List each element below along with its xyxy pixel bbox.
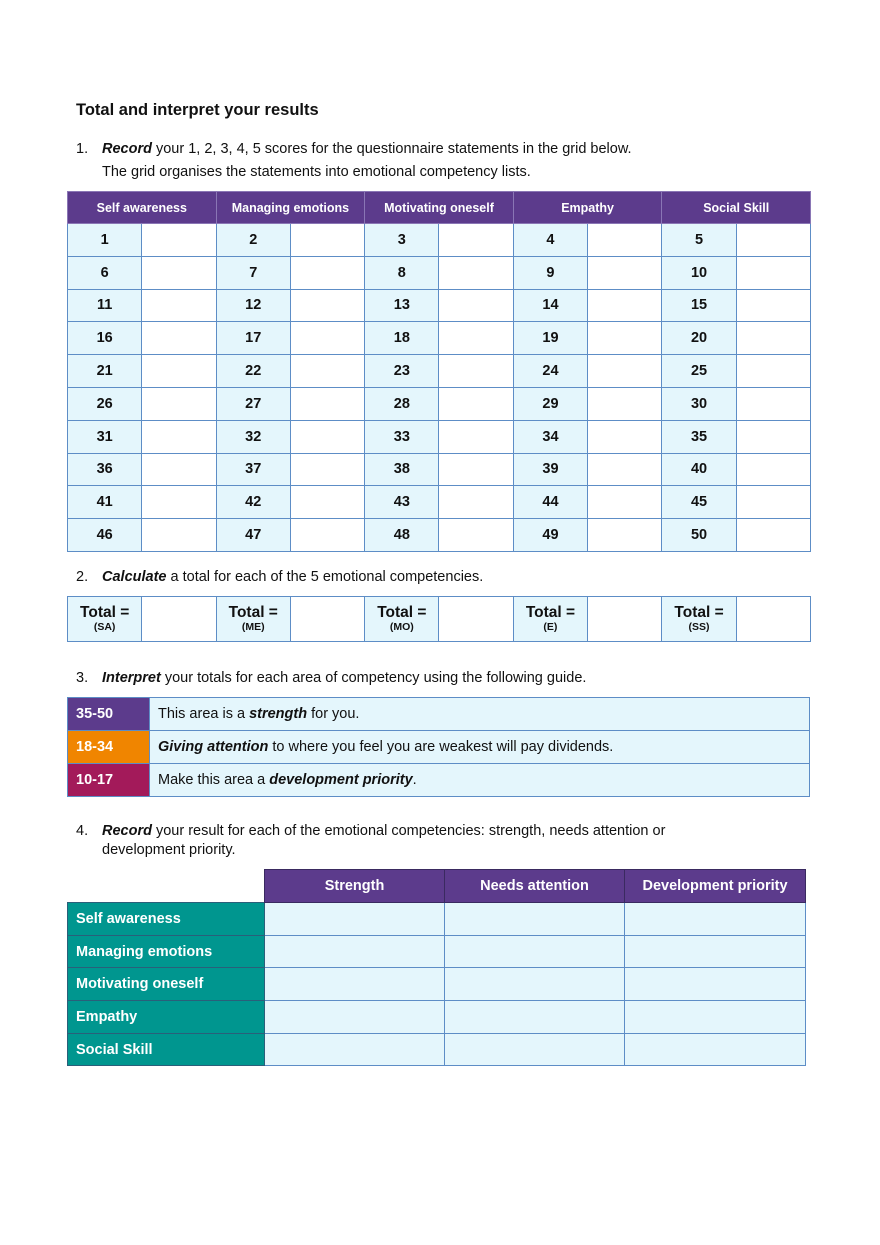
total-abbreviation: (E) [543, 621, 558, 633]
result-input-cell[interactable] [445, 935, 625, 968]
score-input-cell[interactable] [142, 420, 216, 453]
step-verb: Interpret [102, 670, 161, 686]
total-input-cell[interactable] [736, 597, 810, 642]
score-input-cell[interactable] [142, 256, 216, 289]
statement-number: 27 [216, 387, 290, 420]
score-input-cell[interactable] [736, 224, 810, 257]
table-row [68, 1033, 806, 1066]
statement-number: 22 [216, 355, 290, 388]
statement-number: 41 [68, 486, 142, 519]
statement-number: 11 [68, 289, 142, 322]
result-input-cell[interactable] [445, 903, 625, 936]
result-input-cell[interactable] [625, 1033, 806, 1066]
score-input-cell[interactable] [290, 387, 364, 420]
score-input-cell[interactable] [736, 453, 810, 486]
statement-number: 4 [513, 224, 587, 257]
competency-label: Self awareness [68, 903, 265, 936]
score-input-cell[interactable] [439, 420, 513, 453]
column-header: Empathy [513, 192, 662, 224]
score-input-cell[interactable] [439, 322, 513, 355]
total-label-text: Total = [377, 604, 427, 621]
statement-number: 18 [365, 322, 439, 355]
results-table [67, 869, 806, 1066]
statement-number: 25 [662, 355, 736, 388]
result-input-cell[interactable] [625, 1001, 806, 1034]
table-row [68, 519, 811, 552]
statement-number: 21 [68, 355, 142, 388]
score-input-cell[interactable] [588, 519, 662, 552]
total-label [662, 597, 736, 642]
total-abbreviation: (SA) [93, 621, 116, 633]
score-input-cell[interactable] [290, 322, 364, 355]
step-number: 4. [76, 823, 89, 839]
score-input-cell[interactable] [736, 289, 810, 322]
result-column-header: Needs attention [445, 870, 625, 903]
statement-number: 33 [365, 420, 439, 453]
statement-number: 14 [513, 289, 587, 322]
totals-table [67, 596, 811, 642]
statement-number: 6 [68, 256, 142, 289]
statement-number: 10 [662, 256, 736, 289]
total-label [216, 597, 290, 642]
statement-number: 1 [68, 224, 142, 257]
step-verb: Record [102, 141, 152, 157]
step-number: 1. [76, 141, 89, 157]
table-row [68, 387, 811, 420]
total-label [68, 597, 142, 642]
table-row [68, 322, 811, 355]
guide-text: Giving attention [158, 739, 269, 755]
guide-text: Make this area a [158, 772, 270, 788]
result-input-cell[interactable] [265, 935, 445, 968]
score-input-cell[interactable] [588, 387, 662, 420]
guide-text: strength [249, 706, 308, 722]
total-label-text: Total = [228, 604, 278, 621]
score-range: 10-17 [68, 764, 150, 797]
score-input-cell[interactable] [142, 355, 216, 388]
guide-row [68, 698, 810, 731]
statement-number: 12 [216, 289, 290, 322]
score-input-cell[interactable] [439, 519, 513, 552]
total-label-text: Total = [80, 604, 130, 621]
column-header: Social Skill [662, 192, 811, 224]
result-input-cell[interactable] [445, 1033, 625, 1066]
table-row [68, 453, 811, 486]
guide-text: development priority [269, 772, 413, 788]
score-input-cell[interactable] [439, 256, 513, 289]
statement-number: 23 [365, 355, 439, 388]
table-row [68, 289, 811, 322]
statement-number: 35 [662, 420, 736, 453]
statement-number: 24 [513, 355, 587, 388]
guide-text: to where you feel you are weakest will pay dividends. [268, 739, 614, 755]
statement-number: 17 [216, 322, 290, 355]
score-input-cell[interactable] [588, 420, 662, 453]
score-input-cell[interactable] [736, 322, 810, 355]
statement-number: 5 [662, 224, 736, 257]
statement-number: 3 [365, 224, 439, 257]
statement-number: 28 [365, 387, 439, 420]
score-input-cell[interactable] [142, 486, 216, 519]
total-input-cell[interactable] [290, 597, 364, 642]
result-input-cell[interactable] [265, 903, 445, 936]
score-input-cell[interactable] [290, 420, 364, 453]
statement-number: 2 [216, 224, 290, 257]
interpretation-guide [67, 697, 810, 797]
result-column-header: Strength [265, 870, 445, 903]
statement-number: 26 [68, 387, 142, 420]
statement-number: 29 [513, 387, 587, 420]
step-verb: Record [102, 823, 152, 839]
score-input-cell[interactable] [439, 453, 513, 486]
statement-number: 19 [513, 322, 587, 355]
table-row [68, 968, 806, 1001]
table-row [68, 486, 811, 519]
score-input-cell[interactable] [290, 224, 364, 257]
total-label [513, 597, 587, 642]
total-input-cell[interactable] [588, 597, 662, 642]
guide-row [68, 731, 810, 764]
guide-text: for you. [307, 706, 360, 722]
score-input-cell[interactable] [588, 256, 662, 289]
statement-number: 44 [513, 486, 587, 519]
statement-number: 8 [365, 256, 439, 289]
statement-number: 46 [68, 519, 142, 552]
score-input-cell[interactable] [142, 224, 216, 257]
statement-number: 13 [365, 289, 439, 322]
step-number: 3. [76, 670, 89, 686]
result-input-cell[interactable] [265, 1001, 445, 1034]
step-text: a total for each of the 5 emotional competencies. [166, 569, 484, 585]
table-row [68, 935, 806, 968]
score-input-cell[interactable] [736, 355, 810, 388]
total-label-text: Total = [525, 604, 576, 621]
score-input-cell[interactable] [290, 256, 364, 289]
score-input-cell[interactable] [588, 486, 662, 519]
statement-number: 15 [662, 289, 736, 322]
result-column-header: Development priority [625, 870, 806, 903]
column-header: Motivating oneself [365, 192, 514, 224]
step-text-line2: The grid organises the statements into emotional competency lists. [102, 164, 531, 180]
total-abbreviation: (MO) [389, 621, 414, 633]
empty-corner [68, 870, 265, 903]
score-grid [67, 191, 811, 552]
statement-number: 7 [216, 256, 290, 289]
competency-label: Empathy [68, 1001, 265, 1034]
result-input-cell[interactable] [625, 935, 806, 968]
guide-text: This area is a [158, 706, 250, 722]
section-title: Total and interpret your results [76, 101, 319, 119]
table-row [68, 420, 811, 453]
table-row [68, 355, 811, 388]
statement-number: 39 [513, 453, 587, 486]
column-header: Managing emotions [216, 192, 365, 224]
score-input-cell[interactable] [736, 519, 810, 552]
score-input-cell[interactable] [736, 256, 810, 289]
statement-number: 45 [662, 486, 736, 519]
score-input-cell[interactable] [439, 289, 513, 322]
total-input-cell[interactable] [142, 597, 216, 642]
statement-number: 9 [513, 256, 587, 289]
result-input-cell[interactable] [265, 968, 445, 1001]
score-range: 35-50 [68, 698, 150, 731]
result-input-cell[interactable] [445, 968, 625, 1001]
statement-number: 30 [662, 387, 736, 420]
result-input-cell[interactable] [625, 968, 806, 1001]
column-header: Self awareness [68, 192, 217, 224]
statement-number: 42 [216, 486, 290, 519]
score-input-cell[interactable] [290, 519, 364, 552]
statement-number: 38 [365, 453, 439, 486]
score-input-cell[interactable] [588, 355, 662, 388]
statement-number: 32 [216, 420, 290, 453]
score-input-cell[interactable] [290, 486, 364, 519]
score-input-cell[interactable] [588, 289, 662, 322]
competency-label: Social Skill [68, 1033, 265, 1066]
statement-number: 16 [68, 322, 142, 355]
table-row [68, 1001, 806, 1034]
total-abbreviation: (SS) [688, 621, 710, 633]
score-input-cell[interactable] [439, 224, 513, 257]
competency-label: Managing emotions [68, 935, 265, 968]
score-input-cell[interactable] [142, 322, 216, 355]
result-input-cell[interactable] [265, 1033, 445, 1066]
competency-label: Motivating oneself [68, 968, 265, 1001]
table-row [68, 256, 811, 289]
score-input-cell[interactable] [588, 322, 662, 355]
total-label [365, 597, 439, 642]
total-label-text: Total = [674, 604, 724, 621]
statement-number: 50 [662, 519, 736, 552]
total-abbreviation: (ME) [241, 621, 265, 633]
score-input-cell[interactable] [736, 486, 810, 519]
statement-number: 36 [68, 453, 142, 486]
score-input-cell[interactable] [439, 486, 513, 519]
statement-number: 34 [513, 420, 587, 453]
statement-number: 43 [365, 486, 439, 519]
statement-number: 49 [513, 519, 587, 552]
score-input-cell[interactable] [439, 387, 513, 420]
score-input-cell[interactable] [142, 289, 216, 322]
score-input-cell[interactable] [290, 289, 364, 322]
score-input-cell[interactable] [588, 224, 662, 257]
guide-text: . [412, 772, 417, 788]
step-number: 2. [76, 569, 89, 585]
statement-number: 31 [68, 420, 142, 453]
step-text: your result for each of the emotional competencies: strength, needs attention or [151, 823, 666, 839]
statement-number: 37 [216, 453, 290, 486]
score-input-cell[interactable] [439, 355, 513, 388]
guide-row [68, 764, 810, 797]
step-verb: Calculate [102, 569, 167, 585]
table-row [68, 224, 811, 257]
total-input-cell[interactable] [439, 597, 513, 642]
result-input-cell[interactable] [445, 1001, 625, 1034]
statement-number: 20 [662, 322, 736, 355]
score-input-cell[interactable] [736, 420, 810, 453]
score-input-cell[interactable] [142, 453, 216, 486]
statement-number: 47 [216, 519, 290, 552]
table-row [68, 903, 806, 936]
guide-description [150, 698, 810, 731]
result-input-cell[interactable] [625, 903, 806, 936]
step-text: your 1, 2, 3, 4, 5 scores for the questionnaire statements in the grid below. [151, 141, 632, 157]
statement-number: 48 [365, 519, 439, 552]
statement-number: 40 [662, 453, 736, 486]
score-input-cell[interactable] [142, 519, 216, 552]
score-input-cell[interactable] [588, 453, 662, 486]
score-input-cell[interactable] [290, 355, 364, 388]
score-input-cell[interactable] [290, 453, 364, 486]
score-input-cell[interactable] [736, 387, 810, 420]
score-input-cell[interactable] [142, 387, 216, 420]
guide-description [150, 731, 810, 764]
guide-description [150, 764, 810, 797]
step-text: your totals for each area of competency using the following guide. [160, 670, 587, 686]
score-range: 18-34 [68, 731, 150, 764]
step-text-line2: development priority. [102, 842, 236, 858]
